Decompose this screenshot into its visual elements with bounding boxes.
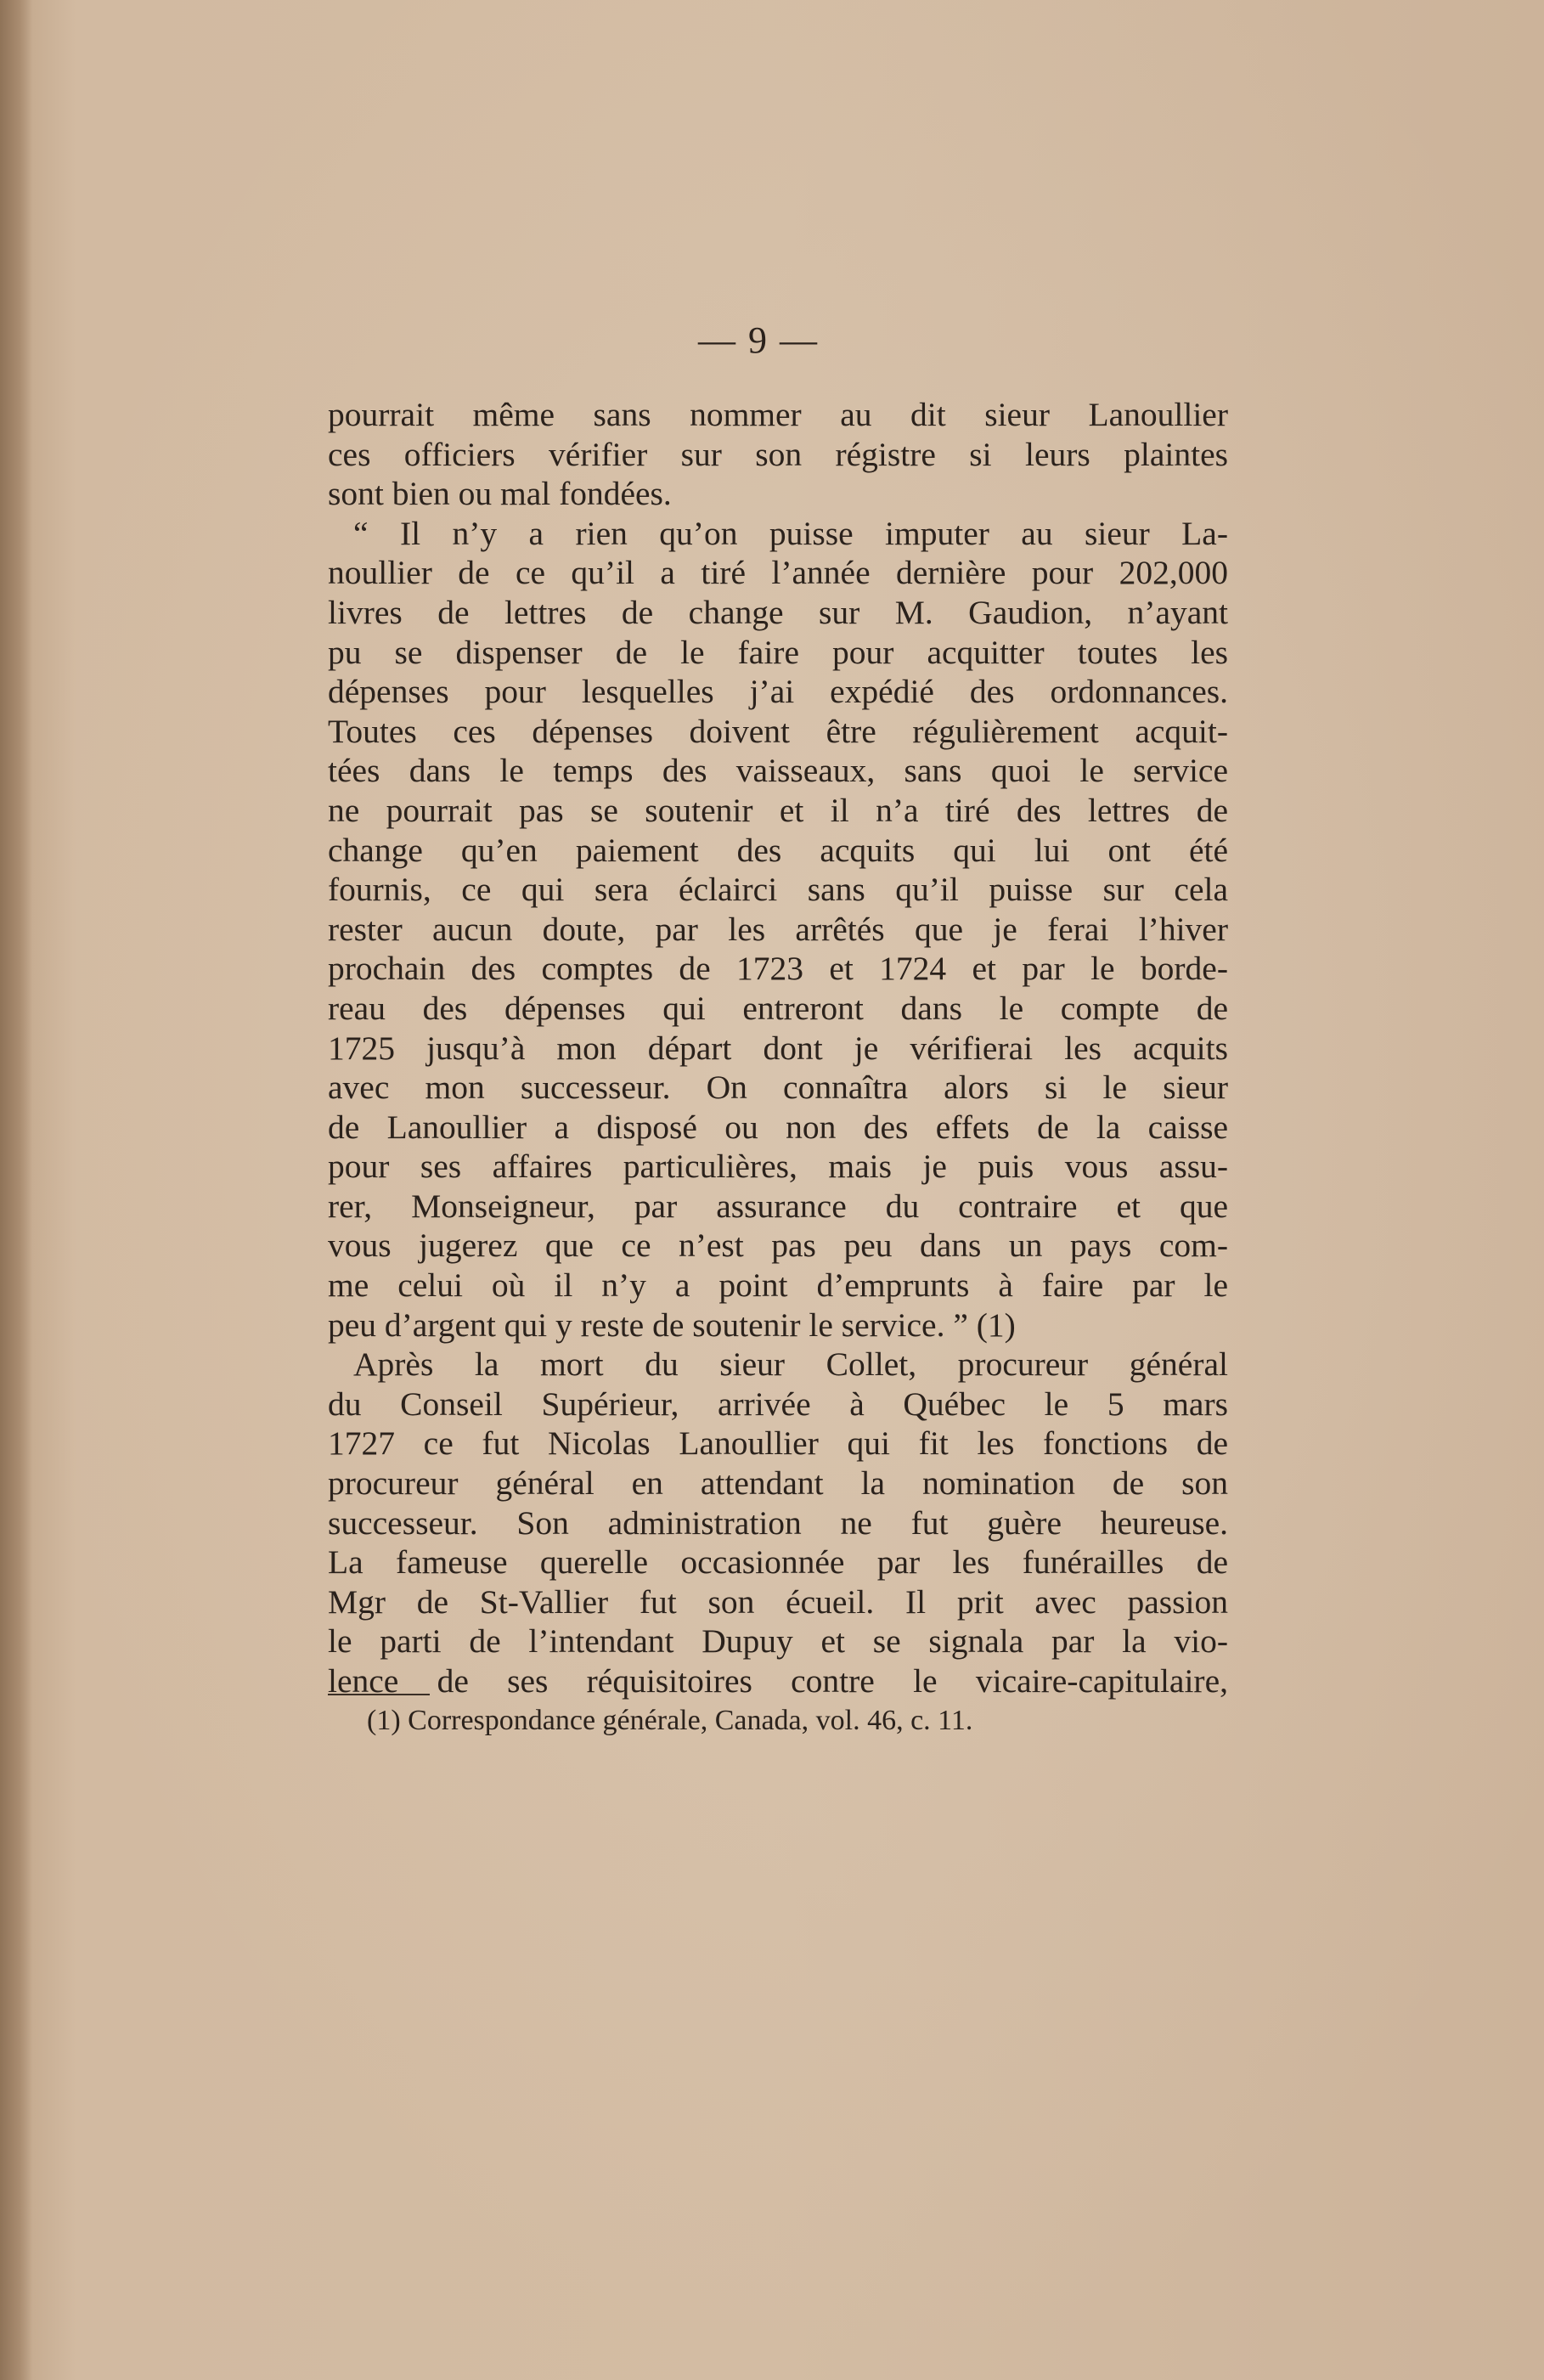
text-line: pour ses affaires particulières, mais je puis vous assu- bbox=[328, 1148, 1228, 1186]
text-line: Après la mort du sieur Collet, procureur général bbox=[353, 1345, 1228, 1384]
text-line: pu se dispenser de le faire pour acquitter toutes les bbox=[328, 633, 1228, 671]
text-line: change qu’en paiement des acquits qui lui ont été bbox=[328, 831, 1228, 869]
text-line: “ Il n’y a rien qu’on puisse imputer au sieur La- bbox=[353, 514, 1228, 552]
text-line: avec mon successeur. On connaîtra alors si le sieur bbox=[328, 1069, 1228, 1107]
footnote-rule bbox=[328, 1694, 430, 1695]
text-line: prochain des comptes de 1723 et 1724 et par le borde- bbox=[328, 950, 1228, 988]
text-line: 1725 jusqu’à mon départ dont je vérifierai les acquits bbox=[328, 1029, 1228, 1067]
text-line: procureur général en attendant la nomination de son bbox=[328, 1464, 1228, 1503]
page-gutter bbox=[0, 0, 32, 2380]
text-line: ne pourrait pas se soutenir et il n’a tiré des lettres de bbox=[328, 791, 1228, 829]
text-line: Mgr de St-Vallier fut son écueil. Il prit avec passion bbox=[328, 1582, 1228, 1621]
text-line: le parti de l’intendant Dupuy et se signala par la vio- bbox=[328, 1622, 1228, 1661]
text-line: de Lanoullier a disposé ou non des effets de la caisse bbox=[328, 1108, 1228, 1146]
text-line: successeur. Son administration ne fut guère heureuse. bbox=[328, 1503, 1228, 1542]
text-line: reau des dépenses qui entreront dans le compte de bbox=[328, 989, 1228, 1027]
text-line: 1727 ce fut Nicolas Lanoullier qui fit les fonctions de bbox=[328, 1424, 1228, 1463]
text-line: livres de lettres de change sur M. Gaudion, n’ayant bbox=[328, 593, 1228, 631]
text-line: ces officiers vérifier sur son régistre si leurs plaintes bbox=[328, 435, 1228, 473]
text-line: lence de ses réquisitoires contre le vicaire-capitulaire, bbox=[328, 1662, 1228, 1700]
text-line: peu d’argent qui y reste de soutenir le service. ” (1) bbox=[328, 1306, 1016, 1344]
text-line: tées dans le temps des vaisseaux, sans quoi le service bbox=[328, 752, 1228, 790]
page-number: — 9 — bbox=[698, 319, 819, 361]
text-line: La fameuse querelle occasionnée par les funérailles de bbox=[328, 1543, 1228, 1582]
text-line: rester aucun doute, par les arrêtés que je ferai l’hiver bbox=[328, 910, 1228, 948]
footnote: (1) Correspondance générale, Canada, vol. 46, c. 11. bbox=[367, 1705, 973, 1736]
text-line: dépenses pour lesquelles j’ai expédié des ordonnances. bbox=[328, 673, 1228, 711]
text-line: rer, Monseigneur, par assurance du contraire et que bbox=[328, 1187, 1228, 1225]
text-line: fournis, ce qui sera éclairci sans qu’il puisse sur cela bbox=[328, 871, 1228, 909]
text-line: du Conseil Supérieur, arrivée à Québec le 5 mars bbox=[328, 1385, 1228, 1423]
text-line: noullier de ce qu’il a tiré l’année dernière pour 202,000 bbox=[328, 554, 1228, 592]
text-line: sont bien ou mal fondées. bbox=[328, 475, 672, 513]
text-line: Toutes ces dépenses doivent être régulièrement acquit- bbox=[328, 712, 1228, 750]
text-line: me celui où il n’y a point d’emprunts à faire par le bbox=[328, 1266, 1228, 1305]
text-line: pourrait même sans nommer au dit sieur Lanoullier bbox=[328, 396, 1228, 433]
text-line: vous jugerez que ce n’est pas peu dans un pays com- bbox=[328, 1227, 1228, 1265]
body-text bbox=[328, 395, 1228, 1701]
